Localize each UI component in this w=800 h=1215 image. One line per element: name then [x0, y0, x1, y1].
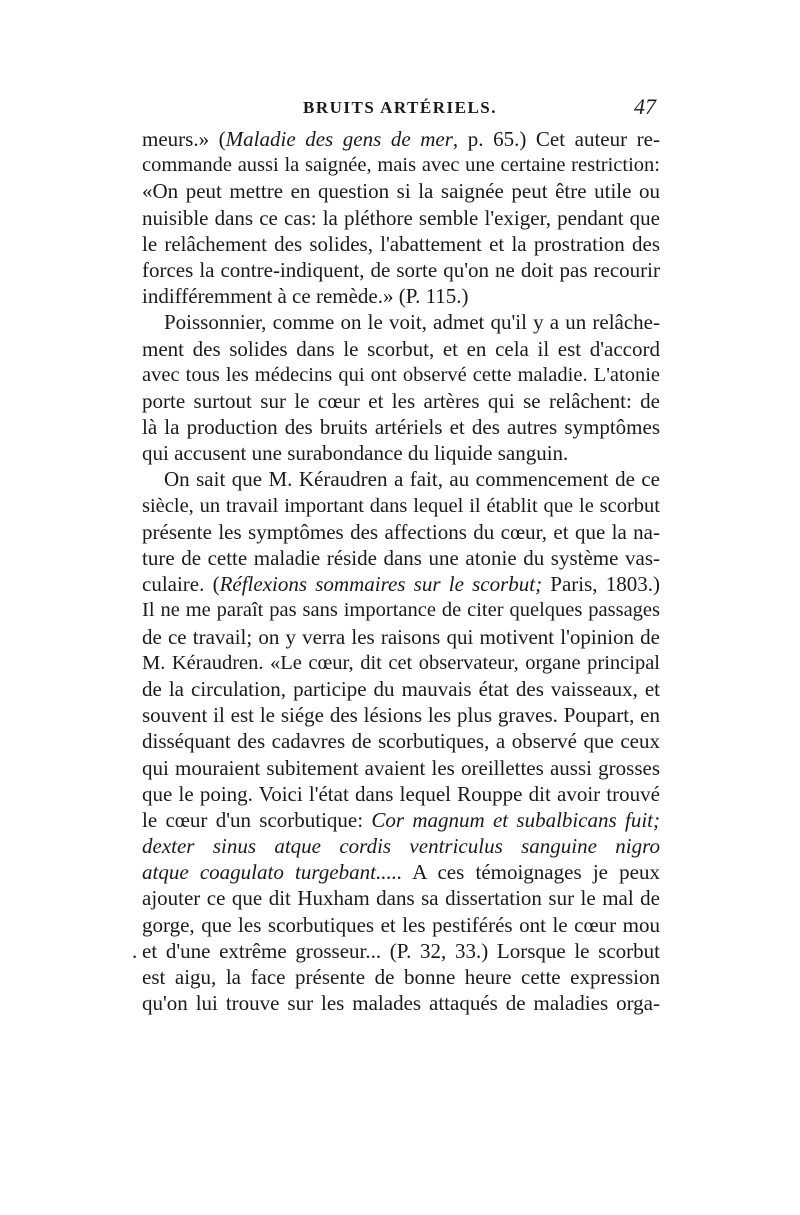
text-span: commande aussi la saignée, mais avec une certaine restriction: [142, 154, 660, 177]
text-line [142, 676, 660, 702]
body-text [132, 126, 661, 1016]
text-line [142, 702, 660, 728]
text-span: qui accusent une surabondance du liquide sanguin. [142, 441, 569, 466]
running-title: BRUITS ARTÉRIELS. [302, 98, 498, 117]
text-span: Poissonnier, comme on le voit, admet qu'il y a un relâche- [164, 310, 660, 335]
text-line [142, 833, 660, 859]
text-span: ment des solides dans le scorbut, et en cela il est d'accord [142, 336, 660, 361]
text-span: gorge, que les scorbutiques et les pestiférés ont le cœur mou [142, 912, 660, 937]
text-span: forces la contre-indiquent, de sorte qu'on ne doit pas recourir [142, 257, 660, 282]
text-span: avec tous les médecins qui ont observé cette maladie. L'atonie [142, 363, 660, 386]
text-line [142, 781, 660, 807]
italic-span: Maladie des gens de mer [225, 127, 453, 151]
text-line [142, 336, 660, 362]
text-line [142, 283, 660, 309]
text-span: le relâchement des solides, l'abattement et la prostration des [142, 231, 660, 256]
text-span: est aigu, la face présente de bonne heure cette expression [142, 965, 660, 989]
text-line [142, 571, 660, 597]
text-span: de ce travail; on y verra les raisons qui motivent l'opinion de [142, 624, 660, 649]
text-line [142, 624, 660, 650]
text-span: siècle, un travail important dans lequel il établit que le scorbut [142, 494, 660, 517]
text-span: Il ne me paraît pas sans importance de citer quelques passages [142, 599, 660, 622]
text-span: ajouter ce que dit Huxham dans sa dissertation sur le mal de [142, 886, 660, 911]
text-span: Paris, 1803.) [542, 572, 660, 597]
text-line [142, 257, 660, 283]
text-line [142, 807, 660, 833]
text-line [142, 885, 660, 911]
text-line [142, 178, 660, 204]
italic-span: dexter sinus atque cordis ventriculus sanguine nigro [142, 834, 660, 859]
text-span: «On peut mettre en question si la saignée peut être utile ou [142, 179, 660, 204]
italic-span: Cor magnum et subalbicans fuit; [371, 807, 661, 832]
italic-span: atque coagulato turgebant..... [142, 860, 403, 885]
text-span: A ces témoignages je peux [402, 860, 661, 885]
text-line [142, 388, 660, 414]
text-span: , p. 65.) Cet auteur re- [452, 127, 660, 151]
text-span: présente les symptômes des affections du cœur, et que la na- [142, 519, 660, 544]
text-span: et d'une extrême grosseur... (P. 32, 33.) Lorsque le scorbut [142, 938, 660, 963]
text-line [142, 964, 660, 990]
text-line [132, 938, 660, 964]
page-number: 47 [634, 94, 656, 119]
text-line [142, 440, 660, 466]
margin-mark: . [132, 938, 138, 963]
text-line [142, 728, 660, 754]
text-span: On sait que M. Kéraudren a fait, au commencement de ce [164, 467, 660, 492]
text-line [142, 362, 660, 388]
text-line [142, 493, 660, 519]
text-span: porte surtout sur le cœur et les artères qui se relâchent: de [142, 388, 660, 413]
italic-span: Réflexions sommaires sur le scorbut; [219, 572, 543, 597]
text-span: ture de cette maladie réside dans une atonie du système vas- [142, 546, 660, 570]
text-line [142, 755, 660, 781]
text-span: meurs.» ( [142, 127, 226, 151]
text-line [142, 859, 660, 885]
text-line [142, 309, 660, 335]
text-span: souvent il est le siége des lésions les plus graves. Poupart, en [142, 703, 660, 728]
text-span: de la circulation, participe du mauvais état des vaisseaux, et [142, 676, 660, 701]
text-span: nuisible dans ce cas: la pléthore semble l'exiger, pendant que [142, 205, 660, 230]
text-line [142, 597, 660, 623]
text-span: qu'on lui trouve sur les malades attaqués de maladies orga- [142, 991, 660, 1016]
text-line [142, 205, 660, 231]
text-line [142, 519, 660, 545]
text-span: le cœur d'un scorbutique: [142, 807, 372, 832]
text-line [142, 990, 660, 1016]
text-line [142, 414, 660, 440]
text-line [142, 650, 660, 676]
text-span: disséquant des cadavres de scorbutiques, a observé que ceux [142, 729, 660, 754]
text-span: là la production des bruits artériels et des autres symptômes [142, 415, 660, 440]
text-line [142, 231, 660, 257]
text-line [142, 152, 660, 178]
text-line [142, 545, 660, 571]
running-head [142, 94, 658, 120]
text-span: M. Kéraudren. «Le cœur, dit cet observateur, organe principal [142, 651, 660, 674]
text-line [142, 466, 660, 492]
text-span: culaire. ( [142, 572, 220, 597]
text-span: que le poing. Voici l'état dans lequel Rouppe dit avoir trouvé [142, 781, 660, 806]
text-line [142, 126, 660, 152]
text-line [142, 912, 660, 938]
text-span: indifféremment à ce remède.» (P. 115.) [142, 284, 469, 309]
text-span: qui mouraient subitement avaient les oreillettes aussi grosses [142, 755, 660, 780]
